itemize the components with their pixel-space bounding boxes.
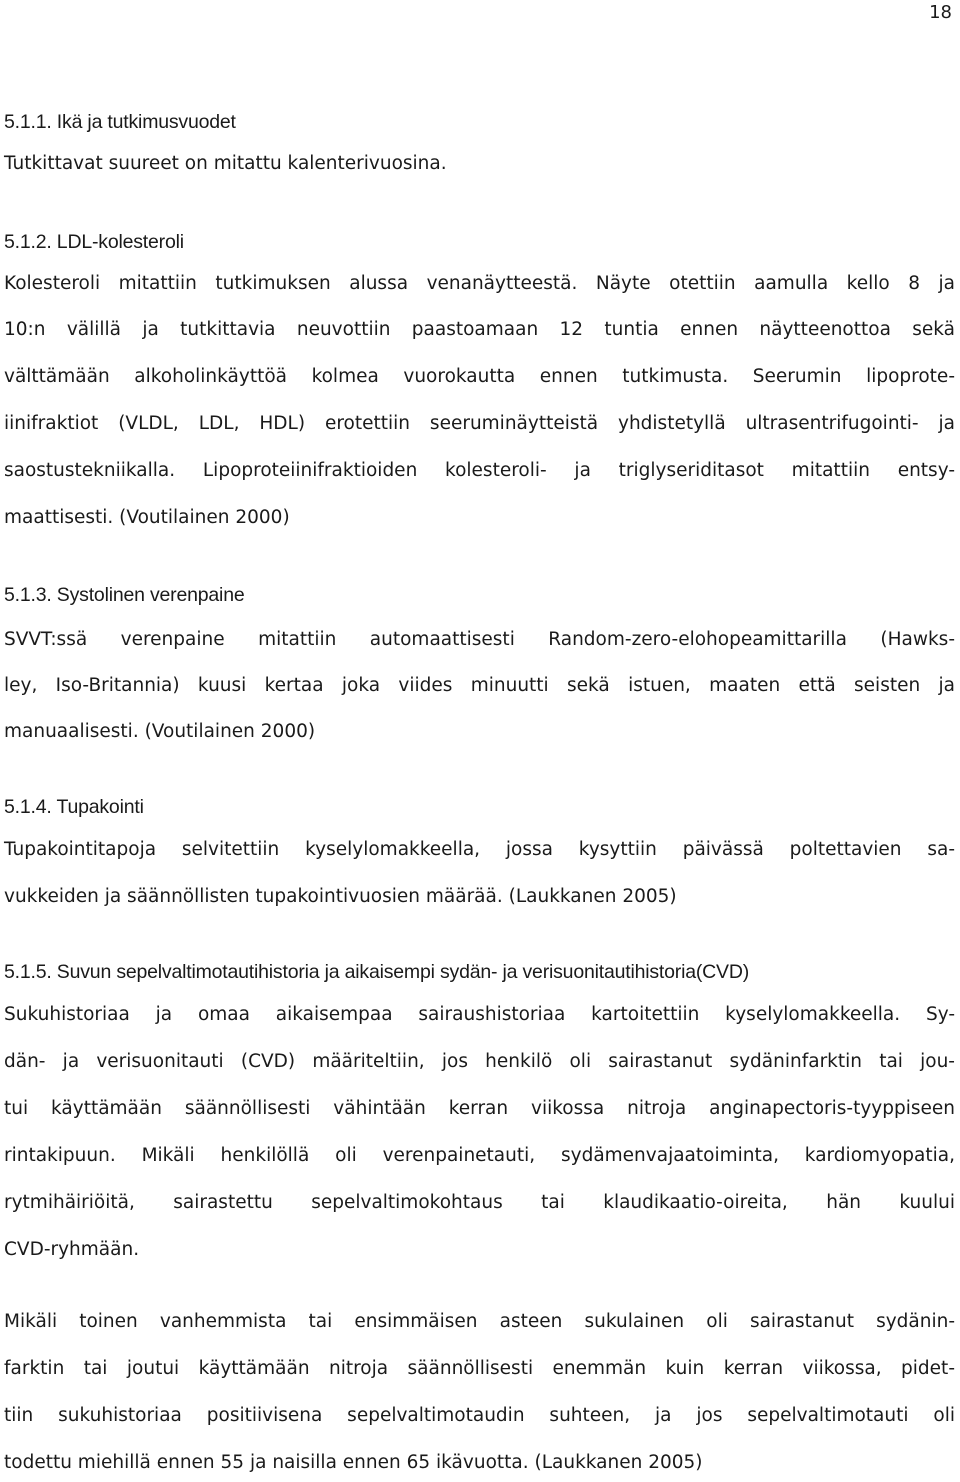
- paragraph-line: rintakipuun. Mikäli henkilöllä oli verenpainetauti, sydämenvajaatoiminta, kardiomyopatia,: [4, 1145, 955, 1166]
- page-number: 18: [929, 2, 952, 23]
- section-heading-smoking: 5.1.4. Tupakointi: [4, 796, 144, 818]
- paragraph-line: tiin sukuhistoriaa positiivisena sepelvaltimotaudin suhteen, ja jos sepelvaltimotauti oli: [4, 1405, 955, 1426]
- paragraph-line: Sukuhistoriaa ja omaa aikaisempaa sairaushistoriaa kartoitettiin kyselylomakkeella. Sy-: [4, 1004, 955, 1025]
- paragraph-line: välttämään alkoholinkäyttöä kolmea vuorokautta ennen tutkimusta. Seerumin lipoprote-: [4, 366, 955, 387]
- paragraph-line: saostustekniikalla. Lipoproteiinifraktioiden kolesteroli- ja triglyseriditasot mitattiin entsy-: [4, 460, 955, 481]
- paragraph-line: ley, Iso-Britannia) kuusi kertaa joka viides minuutti sekä istuen, maaten että seisten ja: [4, 675, 955, 696]
- paragraph-line: rytmihäiriöitä, sairastettu sepelvaltimokohtaus tai klaudikaatio-oireita, hän kuului: [4, 1192, 955, 1213]
- paragraph-line: 10:n välillä ja tutkittavia neuvottiin paastoamaan 12 tuntia ennen näytteenottoa sekä: [4, 319, 955, 340]
- paragraph-line: maattisesti. (Voutilainen 2000): [4, 507, 290, 528]
- paragraph-line: tui käyttämään säännöllisesti vähintään kerran viikossa nitroja anginapectoris-tyyppiseen: [4, 1098, 955, 1119]
- section-heading-ldl: 5.1.2. LDL-kolesteroli: [4, 231, 184, 253]
- paragraph-line: todettu miehillä ennen 55 ja naisilla ennen 65 ikävuotta. (Laukkanen 2005): [4, 1452, 703, 1473]
- paragraph-line: Kolesteroli mitattiin tutkimuksen alussa venanäytteestä. Näyte otettiin aamulla kello 8 ja: [4, 273, 955, 294]
- paragraph-line: SVVT:ssä verenpaine mitattiin automaattisesti Random-zero-elohopeamittarilla (Hawks-: [4, 629, 955, 650]
- paragraph-line: Tutkittavat suureet on mitattu kalenterivuosina.: [4, 153, 447, 174]
- paragraph-line: farktin tai joutui käyttämään nitroja säännöllisesti enemmän kuin kerran viikossa, pidet-: [4, 1358, 955, 1379]
- paragraph-line: iinifraktiot (VLDL, LDL, HDL) erotettiin seeruminäytteistä yhdistetyllä ultrasentrifugointi- ja: [4, 413, 955, 434]
- paragraph-line: manuaalisesti. (Voutilainen 2000): [4, 721, 316, 742]
- paragraph-line: vukkeiden ja säännöllisten tupakointivuosien määrää. (Laukkanen 2005): [4, 886, 677, 907]
- paragraph-line: Mikäli toinen vanhemmista tai ensimmäisen asteen sukulainen oli sairastanut sydänin-: [4, 1311, 955, 1332]
- section-heading-cvd-history: 5.1.5. Suvun sepelvaltimotautihistoria ja aikaisempi sydän- ja verisuonitautihistoria(CVD): [4, 961, 750, 983]
- paragraph-line: Tupakointitapoja selvitettiin kyselylomakkeella, jossa kysyttiin päivässä poltettavien sa-: [4, 839, 955, 860]
- section-heading-age: 5.1.1. Ikä ja tutkimusvuodet: [4, 111, 236, 133]
- section-heading-blood-pressure: 5.1.3. Systolinen verenpaine: [4, 584, 245, 606]
- paragraph-line: dän- ja verisuonitauti (CVD) määriteltiin, jos henkilö oli sairastanut sydäninfarktin tai jou-: [4, 1051, 955, 1072]
- paragraph-line: CVD-ryhmään.: [4, 1239, 140, 1260]
